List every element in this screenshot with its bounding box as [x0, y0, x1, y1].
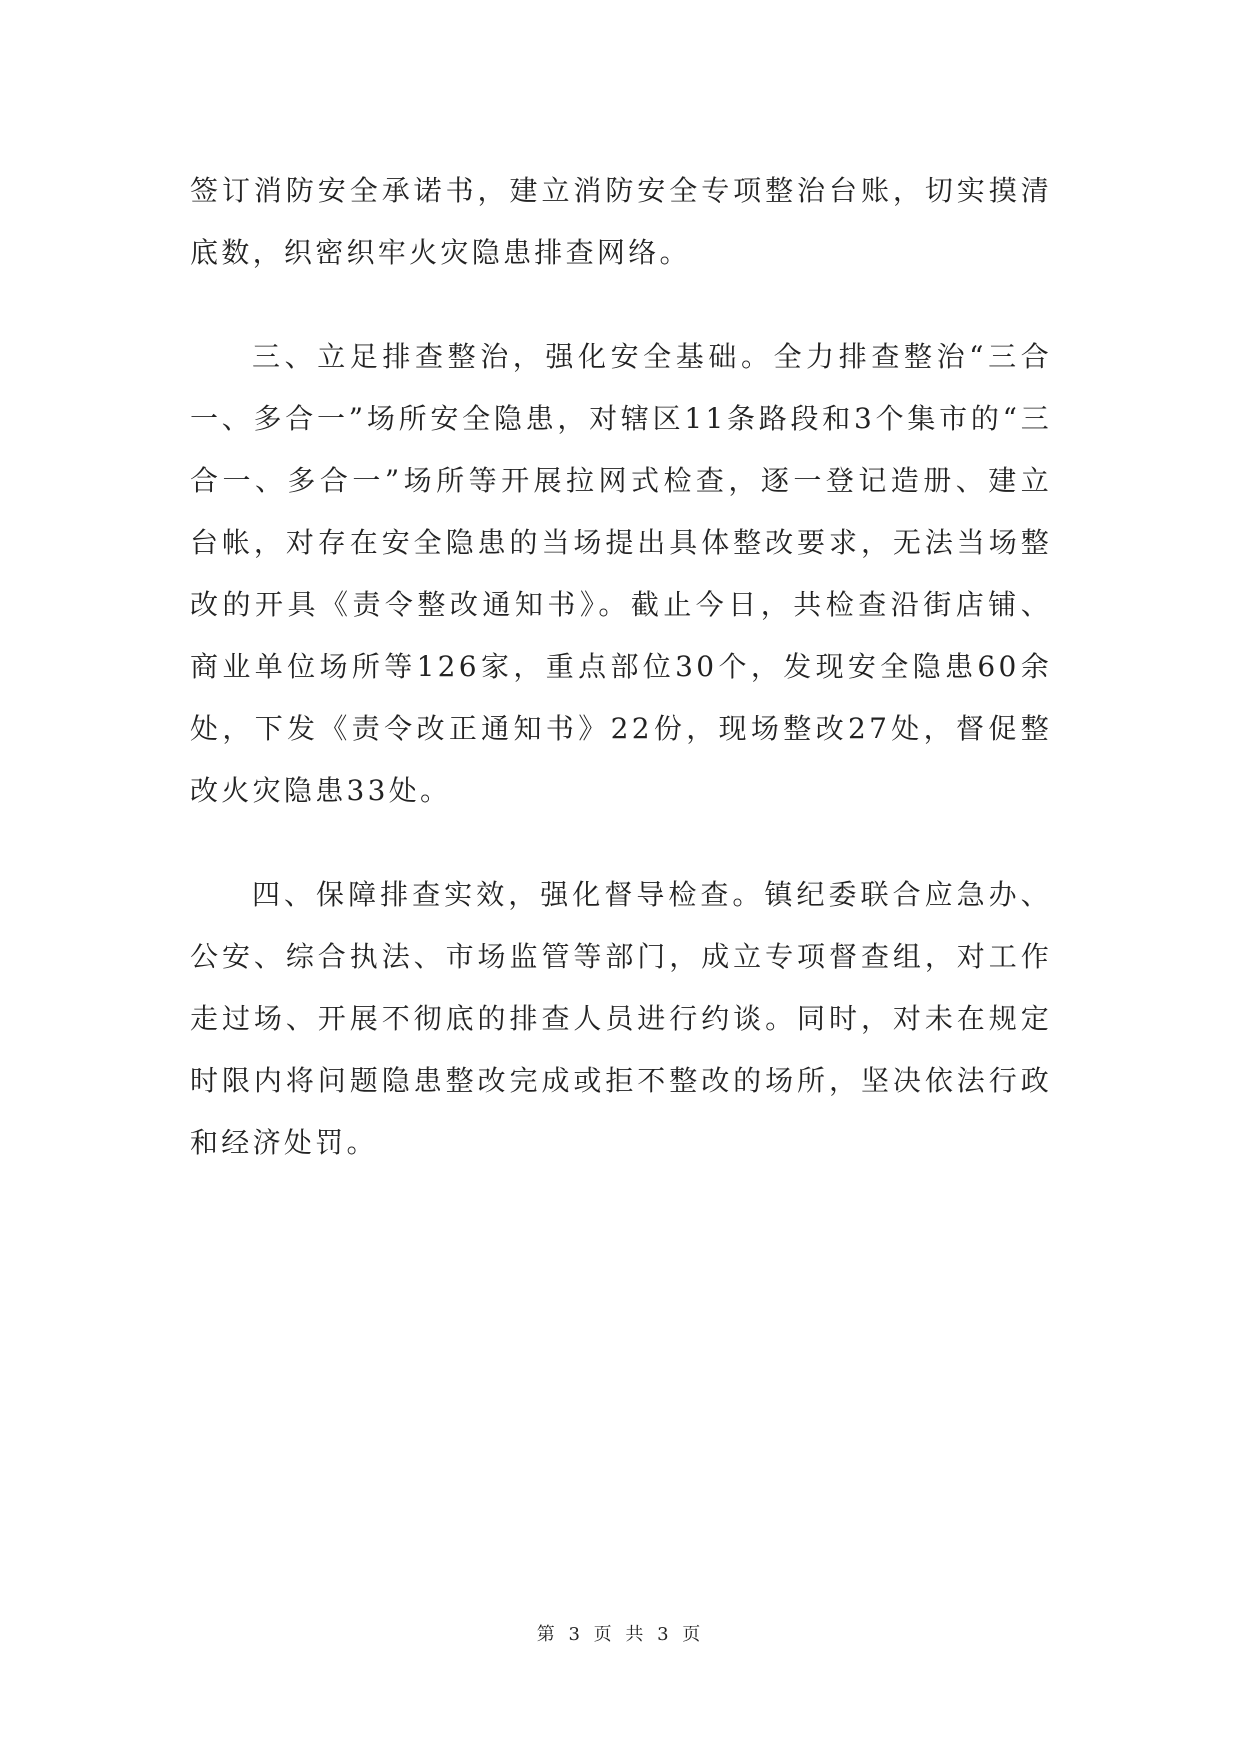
document-body: [190, 160, 1052, 1174]
paragraph-section-three: 三、立足排查整治，强化安全基础。全力排查整治“三合一、多合一”场所安全隐患，对辖区11条路段和3个集市的“三合一、多合一”场所等开展拉网式检查，逐一登记造册、建立台帐，对存在安全隐患的当场提出具体整改要求，无法当场整改的开具《责令整改通知书》。截止今日，共检查沿街店铺、商业单位场所等126家，重点部位30个，发现安全隐患60余处，下发《责令改正通知书》22份，现场整改27处，督促整改火灾隐患33处。: [190, 340, 1052, 807]
paragraph-spacer: [190, 822, 1052, 864]
paragraph-spacer: [190, 284, 1052, 326]
paragraph-continued: 签订消防安全承诺书，建立消防安全专项整治台账，切实摸清底数，织密织牢火灾隐患排查网络。: [190, 174, 1052, 269]
page-number-footer: 第 3 页 共 3 页: [536, 1624, 705, 1645]
paragraph-section-four: 四、保障排查实效，强化督导检查。镇纪委联合应急办、公安、综合执法、市场监管等部门，成立专项督查组，对工作走过场、开展不彻底的排查人员进行约谈。同时，对未在规定时限内将问题隐患整改完成或拒不整改的场所，坚决依法行政和经济处罚。: [190, 878, 1052, 1159]
